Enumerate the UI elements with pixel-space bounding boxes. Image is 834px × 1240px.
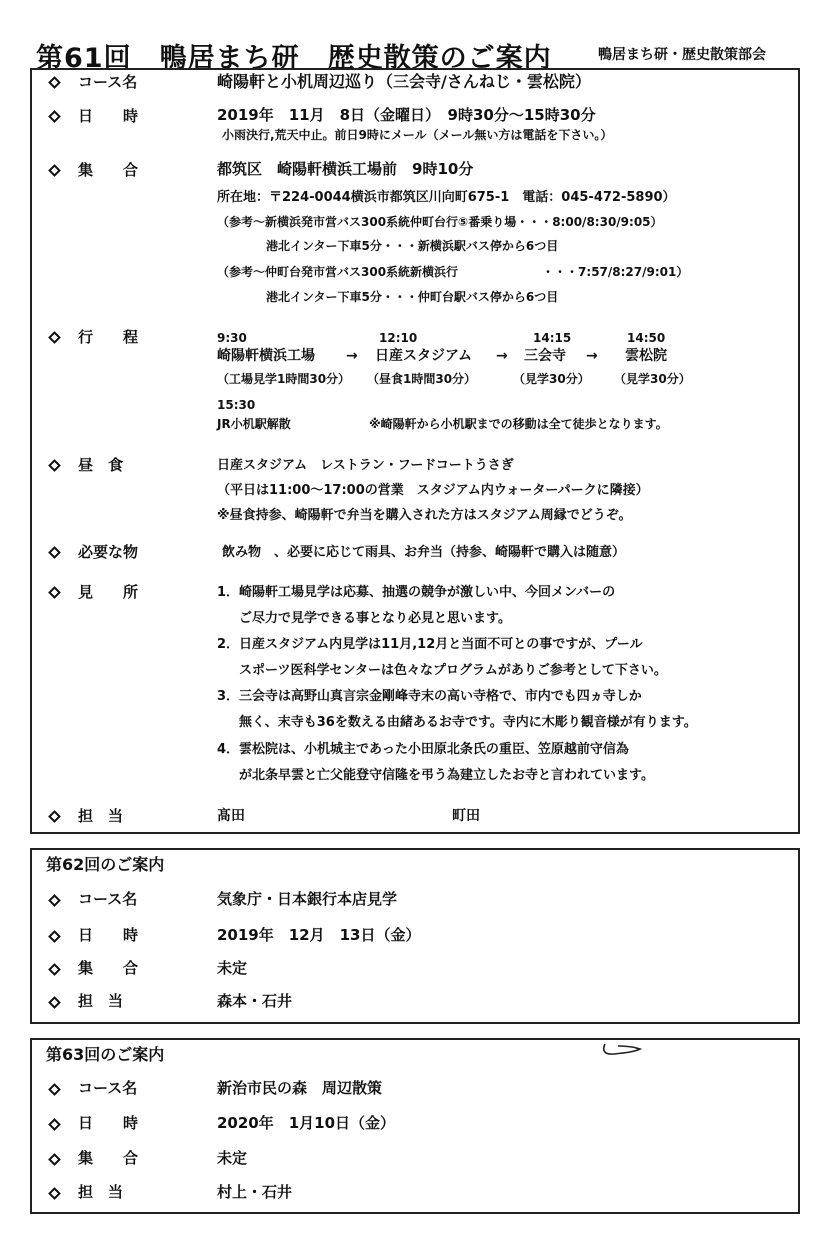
- itinerary-time: 9:30: [217, 331, 247, 345]
- itinerary-label: 行 程: [78, 328, 139, 346]
- highlight-line: 2．日産スタジアム内見学は11月,12月と当面不可との事ですが、プール: [217, 637, 643, 652]
- meeting-label: 集 合: [78, 959, 139, 977]
- itinerary-note: （昼食1時間30分）: [367, 372, 477, 386]
- meeting-label: 集 合: [78, 161, 139, 179]
- lunch-note-2: ※昼食持参、崎陽軒で弁当を購入された方はスタジアム周縁でどうぞ。: [217, 508, 632, 523]
- meeting-place: 未定: [217, 1149, 248, 1167]
- itinerary-end-time: 15:30: [217, 398, 256, 412]
- course-label: コース名: [78, 890, 138, 908]
- date-value: 2020年 1月10日（金）: [217, 1114, 396, 1132]
- bus-info-1: （参考～新横浜発市営バス300系統仲町台行⑤番乗り場・・・8:00/8:30/9:05）: [217, 215, 663, 229]
- itinerary-stop: 雲松院: [625, 348, 667, 364]
- staff-name: 町田: [452, 808, 480, 824]
- date-label: 日 時: [78, 926, 139, 944]
- staff-name: 森本・石井: [217, 992, 293, 1010]
- highlight-line: スポーツ医科学センターは色々なプログラムがありご参考として下さい。: [239, 663, 667, 678]
- meeting-label: 集 合: [78, 1149, 139, 1167]
- date-note: 小雨決行,荒天中止。前日9時にメール（メール無い方は電話を下さい。）: [222, 128, 613, 142]
- walk-63-title: 第63回のご案内: [46, 1045, 165, 1064]
- itinerary-end-note: ※崎陽軒から小机駅までの移動は全て徒歩となります。: [369, 417, 668, 431]
- course-label: コース名: [78, 1079, 138, 1097]
- course-name: 新治市民の森 周辺散策: [217, 1079, 383, 1097]
- itinerary-note: （見学30分）: [513, 372, 590, 386]
- walk-62-title: 第62回のご案内: [46, 855, 165, 874]
- date-label: 日 時: [78, 107, 139, 125]
- meeting-address: 所在地：〒224-0044横浜市都筑区川向町675-1 電話：045-472-5890）: [217, 190, 676, 205]
- meeting-place: 都筑区 崎陽軒横浜工場前 9時10分: [217, 160, 474, 178]
- meeting-place: 未定: [217, 959, 248, 977]
- itinerary-end-place: JR小机駅解散: [217, 417, 291, 431]
- staff-name: 髙田: [217, 808, 245, 824]
- highlights-label: 見 所: [78, 583, 139, 601]
- itinerary-stop: 日産スタジアム: [375, 348, 473, 364]
- arrow-right-icon: →: [496, 348, 508, 364]
- arrow-right-icon: →: [586, 348, 598, 364]
- itinerary-note: （工場見学1時間30分）: [217, 372, 351, 386]
- bus-info-1-sub: 港北インター下車5分・・・新横浜駅バス停から6つ目: [266, 239, 559, 253]
- highlight-line: 1．崎陽軒工場見学は応募、抽選の競争が激しい中、今回メンバーの: [217, 585, 616, 600]
- staff-label: 担 当: [78, 992, 124, 1010]
- items-value: 飲み物 、必要に応じて雨具、お弁当（持参、崎陽軒で購入は随意）: [222, 545, 626, 560]
- lunch-label: 昼 食: [78, 456, 124, 474]
- lunch-place: 日産スタジアム レストラン・フードコートうさぎ: [217, 458, 514, 473]
- lunch-note-1: （平日は11:00～17:00の営業 スタジアム内ウォーターパークに隣接）: [217, 483, 649, 498]
- bus-info-2: （参考～仲町台発市営バス300系統新横浜行 ・・・7:57/8:27/9:01）: [217, 265, 689, 279]
- walk-63-panel: [30, 1038, 800, 1214]
- highlight-line: が北条早雲と亡父能登守信隆を弔う為建立したお寺と言われています。: [239, 768, 654, 783]
- itinerary-note: （見学30分）: [614, 372, 691, 386]
- course-name: 気象庁・日本銀行本店見学: [217, 890, 398, 908]
- course-name: 崎陽軒と小机周辺巡り（三会寺/さんねじ・雲松院）: [217, 72, 591, 91]
- handwritten-mark-icon: [600, 1040, 644, 1060]
- date-value: 2019年 11月 8日（金曜日） 9時30分～15時30分: [217, 106, 596, 124]
- itinerary-stop: 三会寺: [524, 348, 566, 364]
- itinerary-time: 14:15: [533, 331, 572, 345]
- highlight-line: 4．雲松院は、小机城主であった小田原北条氏の重臣、笠原越前守信為: [217, 742, 629, 757]
- date-label: 日 時: [78, 1114, 139, 1132]
- itinerary-stop: 崎陽軒横浜工場: [217, 348, 315, 364]
- arrow-right-icon: →: [346, 348, 358, 364]
- staff-name: 村上・石井: [217, 1183, 293, 1201]
- organization-name: 鴨居まち研・歴史散策部会: [598, 47, 766, 63]
- highlight-line: 3．三会寺は高野山真言宗金剛峰寺末の高い寺格で、市内でも四ヵ寺しか: [217, 689, 642, 704]
- staff-label: 担 当: [78, 807, 124, 825]
- date-value: 2019年 12月 13日（金）: [217, 926, 421, 944]
- itinerary-time: 14:50: [627, 331, 666, 345]
- course-label: コース名: [78, 73, 138, 91]
- itinerary-time: 12:10: [379, 331, 418, 345]
- page-title: 第61回 鴨居まち研 歴史散策のご案内: [36, 43, 552, 74]
- highlight-line: 無く、末寺も36を数える由緒あるお寺です。寺内に木彫り観音様が有ります。: [239, 715, 697, 730]
- highlight-line: ご尽力で見学できる事となり必見と思います。: [239, 611, 511, 626]
- items-label: 必要な物: [78, 543, 139, 561]
- bus-info-2-sub: 港北インター下車5分・・・仲町台駅バス停から6つ目: [266, 290, 559, 304]
- staff-label: 担 当: [78, 1183, 124, 1201]
